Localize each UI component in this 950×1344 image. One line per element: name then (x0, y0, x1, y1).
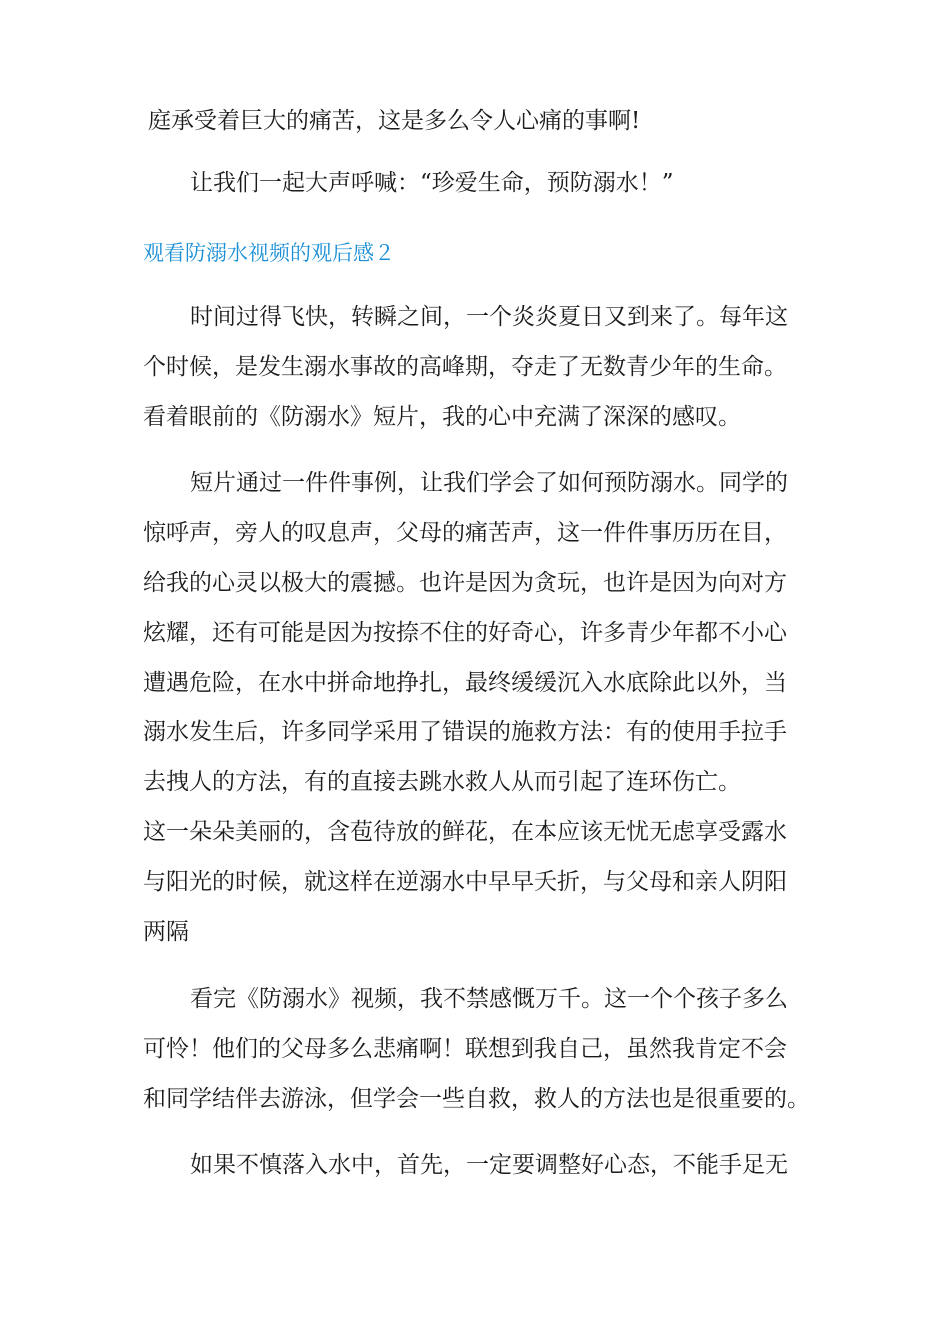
section-heading: 观看防溺水视频的观后感２ (143, 241, 395, 265)
paragraph-4-line-1: 看完《防溺水》视频，我不禁感慨万千。这一个个孩子多么 (190, 986, 788, 1012)
paragraph-1-line-2: 个时候，是发生溺水事故的高峰期，夺走了无数青少年的生命。 (143, 354, 787, 380)
paragraph-2-line-2: 惊呼声，旁人的叹息声，父母的痛苦声，这一件件事历历在目， (143, 520, 787, 546)
paragraph-2-line-3: 给我的心灵以极大的震撼。也许是因为贪玩，也许是因为向对方 (143, 570, 787, 596)
paragraph-1-line-3: 看着眼前的《防溺水》短片，我的心中充满了深深的感叹。 (143, 404, 741, 430)
paragraph-5-line-1: 如果不慎落入水中，首先，一定要调整好心态，不能手足无 (190, 1152, 788, 1178)
paragraph-2-line-1: 短片通过一件件事例，让我们学会了如何预防溺水。同学的 (190, 470, 788, 496)
paragraph-3-line-3: 两隔 (143, 919, 189, 945)
paragraph-4-line-2: 可怜！他们的父母多么悲痛啊！联想到我自己，虽然我肯定不会 (143, 1036, 787, 1062)
paragraph-1-line-1: 时间过得飞快，转瞬之间，一个炎炎夏日又到来了。每年这 (190, 304, 788, 330)
paragraph-3-line-1: 这一朵朵美丽的，含苞待放的鲜花，在本应该无忧无虑享受露水 (143, 819, 787, 845)
paragraph-2-line-5: 遭遇危险，在水中拼命地挣扎，最终缓缓沉入水底除此以外，当 (143, 670, 787, 696)
paragraph-3-line-2: 与阳光的时候，就这样在逆溺水中早早夭折，与父母和亲人阴阳 (143, 869, 787, 895)
paragraph-2-line-7: 去拽人的方法，有的直接去跳水救人从而引起了连环伤亡。 (143, 769, 741, 795)
paragraph-2-line-6: 溺水发生后，许多同学采用了错误的施救方法：有的使用手拉手 (143, 719, 787, 745)
slogan-line: 让我们一起大声呼喊：“珍爱生命，预防溺水！” (190, 170, 674, 196)
paragraph-4-line-3: 和同学结伴去游泳，但学会一些自救，救人的方法也是很重要的。 (143, 1086, 810, 1112)
paragraph-2-line-4: 炫耀，还有可能是因为按捺不住的好奇心，许多青少年都不小心 (143, 620, 787, 646)
continuation-line: 庭承受着巨大的痛苦，这是多么令人心痛的事啊! (148, 108, 641, 134)
